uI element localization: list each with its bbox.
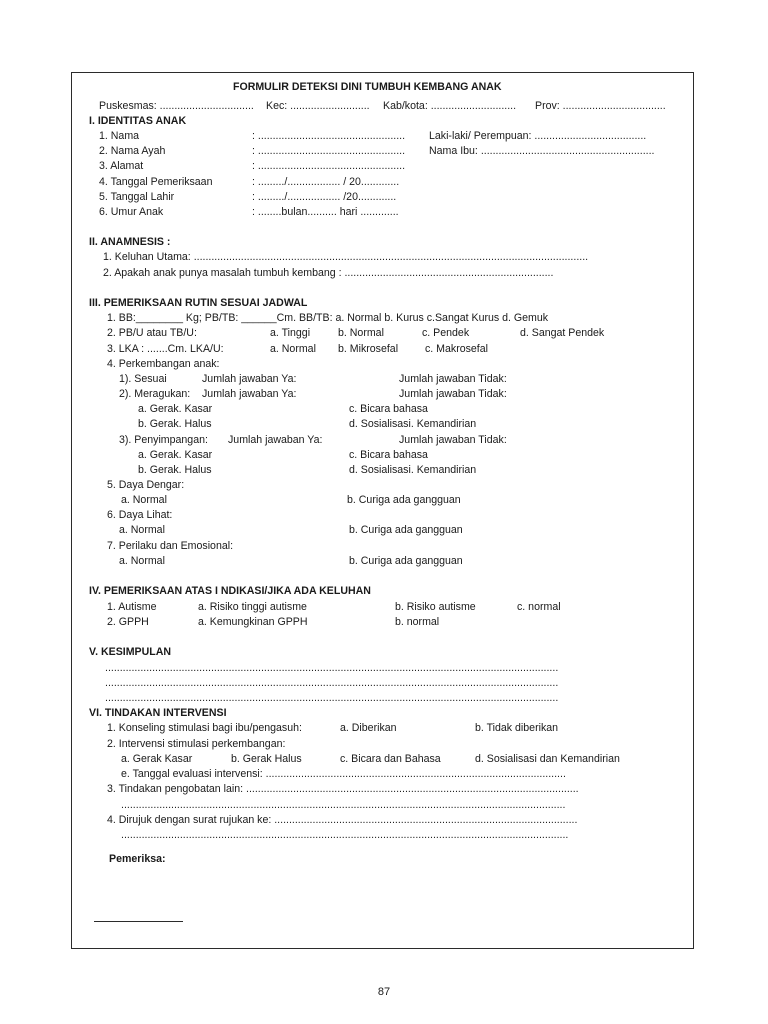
bb-pbtb-row: 1. BB:________ Kg; PB/TB: ______Cm. BB/TB: a. Normal b. Kurus c.Sangat Kurus d. Gemuk — [107, 312, 549, 324]
intervensi-option-d: d. Sosialisasi dan Kemandirian — [475, 753, 620, 765]
penyimpangan-label: 3). Penyimpangan: — [119, 434, 208, 446]
daya-dengar-option-a: a. Normal — [121, 494, 167, 506]
form-title: FORMULIR DETEKSI DINI TUMBUH KEMBANG ANAK — [233, 81, 502, 93]
autisme-option-a: a. Risiko tinggi autisme — [198, 601, 307, 613]
umur-anak-label: 6. Umur Anak — [99, 206, 164, 218]
pemeriksa-label: Pemeriksa: — [109, 853, 166, 865]
intervensi-label: 2. Intervensi stimulasi perkembangan: — [107, 738, 286, 750]
kesimpulan-line: .......................................................................................................................................................... — [105, 662, 559, 674]
keluhan-utama-field: 1. Keluhan Utama: ...................................................................................................................................... — [103, 251, 589, 263]
daya-dengar-label: 5. Daya Dengar: — [107, 479, 185, 491]
lka-option-b: b. Mikrosefal — [338, 343, 399, 355]
daya-dengar-option-b: b. Curiga ada gangguan — [347, 494, 461, 506]
meragukan-option-c: c. Bicara bahasa — [349, 403, 428, 415]
pbu-label: 2. PB/U atau TB/U: — [107, 327, 197, 339]
lka-option-a: a. Normal — [270, 343, 316, 355]
tanggal-lahir-label: 5. Tanggal Lahir — [99, 191, 175, 203]
pbu-option-c: c. Pendek — [422, 327, 470, 339]
penyimpangan-option-b: b. Gerak. Halus — [138, 464, 212, 476]
lka-option-c: c. Makrosefal — [425, 343, 488, 355]
rujukan-field: 4. Dirujuk dengan surat rujukan ke: ....................................................................................................... — [107, 814, 578, 826]
tanggal-lahir-value: : ........./.................. /20............. — [252, 191, 397, 203]
meragukan-label: 2). Meragukan: — [119, 388, 191, 400]
alamat-label: 3. Alamat — [99, 160, 144, 172]
section-kesimpulan-title: V. KESIMPULAN — [89, 646, 172, 658]
intervensi-option-c: c. Bicara dan Bahasa — [340, 753, 441, 765]
meragukan-tidak: Jumlah jawaban Tidak: — [399, 388, 507, 400]
tanggal-pemeriksaan-label: 4. Tanggal Pemeriksaan — [99, 176, 213, 188]
tanggal-pemeriksaan-value: : ........./.................. / 20............. — [252, 176, 400, 188]
pbu-option-a: a. Tinggi — [270, 327, 311, 339]
perilaku-label: 7. Perilaku dan Emosional: — [107, 540, 234, 552]
perkembangan-label: 4. Perkembangan anak: — [107, 358, 220, 370]
sesuai-label: 1). Sesuai — [119, 373, 167, 385]
lka-label: 3. LKA : .......Cm. LKA/U: — [107, 343, 224, 355]
pbu-option-b: b. Normal — [338, 327, 384, 339]
section-intervensi-title: VI. TINDAKAN INTERVENSI — [89, 707, 227, 719]
intervensi-option-a: a. Gerak Kasar — [121, 753, 193, 765]
prov-field: Prov: ................................... — [535, 100, 666, 112]
autisme-option-b: b. Risiko autisme — [395, 601, 476, 613]
kesimpulan-line: .......................................................................................................................................................... — [105, 677, 559, 689]
daya-lihat-option-b: b. Curiga ada gangguan — [349, 524, 463, 536]
pbu-option-d: d. Sangat Pendek — [520, 327, 605, 339]
masalah-tumbuh-kembang-field: 2. Apakah anak punya masalah tumbuh kembang : ....................................................................... — [103, 267, 554, 279]
gpph-option-a: a. Kemungkinan GPPH — [198, 616, 308, 628]
meragukan-option-d: d. Sosialisasi. Kemandirian — [349, 418, 477, 430]
kec-field: Kec: ........................... — [266, 100, 370, 112]
meragukan-option-a: a. Gerak. Kasar — [138, 403, 213, 415]
kabkota-field: Kab/kota: ............................. — [383, 100, 517, 112]
alamat-value: : .................................................. — [252, 160, 406, 172]
konseling-option-a: a. Diberikan — [340, 722, 397, 734]
meragukan-ya: Jumlah jawaban Ya: — [202, 388, 297, 400]
penyimpangan-option-d: d. Sosialisasi. Kemandirian — [349, 464, 477, 476]
perilaku-option-b: b. Curiga ada gangguan — [349, 555, 463, 567]
sesuai-tidak: Jumlah jawaban Tidak: — [399, 373, 507, 385]
jenis-kelamin-field: Laki-laki/ Perempuan: ...................................... — [429, 130, 647, 142]
signature-line — [94, 921, 183, 922]
penyimpangan-ya: Jumlah jawaban Ya: — [228, 434, 323, 446]
autisme-label: 1. Autisme — [107, 601, 157, 613]
daya-lihat-option-a: a. Normal — [119, 524, 165, 536]
penyimpangan-tidak: Jumlah jawaban Tidak: — [399, 434, 507, 446]
umur-anak-value: : ........bulan.......... hari ............. — [252, 206, 399, 218]
daya-lihat-label: 6. Daya Lihat: — [107, 509, 173, 521]
perilaku-option-a: a. Normal — [119, 555, 165, 567]
meragukan-option-b: b. Gerak. Halus — [138, 418, 212, 430]
konseling-option-b: b. Tidak diberikan — [475, 722, 559, 734]
nama-ayah-label: 2. Nama Ayah — [99, 145, 166, 157]
section-pemeriksaan-rutin-title: III. PEMERIKSAAN RUTIN SESUAI JADWAL — [89, 297, 308, 309]
sesuai-ya: Jumlah jawaban Ya: — [202, 373, 297, 385]
section-anamnesis-title: II. ANAMNESIS : — [89, 236, 171, 248]
page-number: 87 — [377, 986, 391, 998]
kesimpulan-line: .......................................................................................................................................................... — [105, 692, 559, 704]
section-identitas-title: I. IDENTITAS ANAK — [89, 115, 187, 127]
tanggal-evaluasi-field: e. Tanggal evaluasi intervensi: ...................................................................................................... — [121, 768, 566, 780]
intervensi-option-b: b. Gerak Halus — [231, 753, 302, 765]
pengobatan-field: 3. Tindakan pengobatan lain: ................................................................................................................. — [107, 783, 579, 795]
penyimpangan-option-c: c. Bicara bahasa — [349, 449, 428, 461]
nama-ibu-field: Nama Ibu: ........................................................... — [429, 145, 655, 157]
gpph-option-b: b. normal — [395, 616, 440, 628]
konseling-label: 1. Konseling stimulasi bagi ibu/pengasuh: — [107, 722, 302, 734]
gpph-label: 2. GPPH — [107, 616, 149, 628]
autisme-option-c: c. normal — [517, 601, 561, 613]
pengobatan-line: ....................................................................................................................................................... — [121, 799, 566, 811]
nama-value: : .................................................. — [252, 130, 406, 142]
section-indikasi-title: IV. PEMERIKSAAN ATAS I NDIKASI/JIKA ADA KELUHAN — [89, 585, 371, 597]
nama-ayah-value: : .................................................. — [252, 145, 406, 157]
nama-label: 1. Nama — [99, 130, 140, 142]
puskesmas-field: Puskesmas: ................................ — [99, 100, 254, 112]
rujukan-line: ........................................................................................................................................................ — [121, 829, 569, 841]
penyimpangan-option-a: a. Gerak. Kasar — [138, 449, 213, 461]
